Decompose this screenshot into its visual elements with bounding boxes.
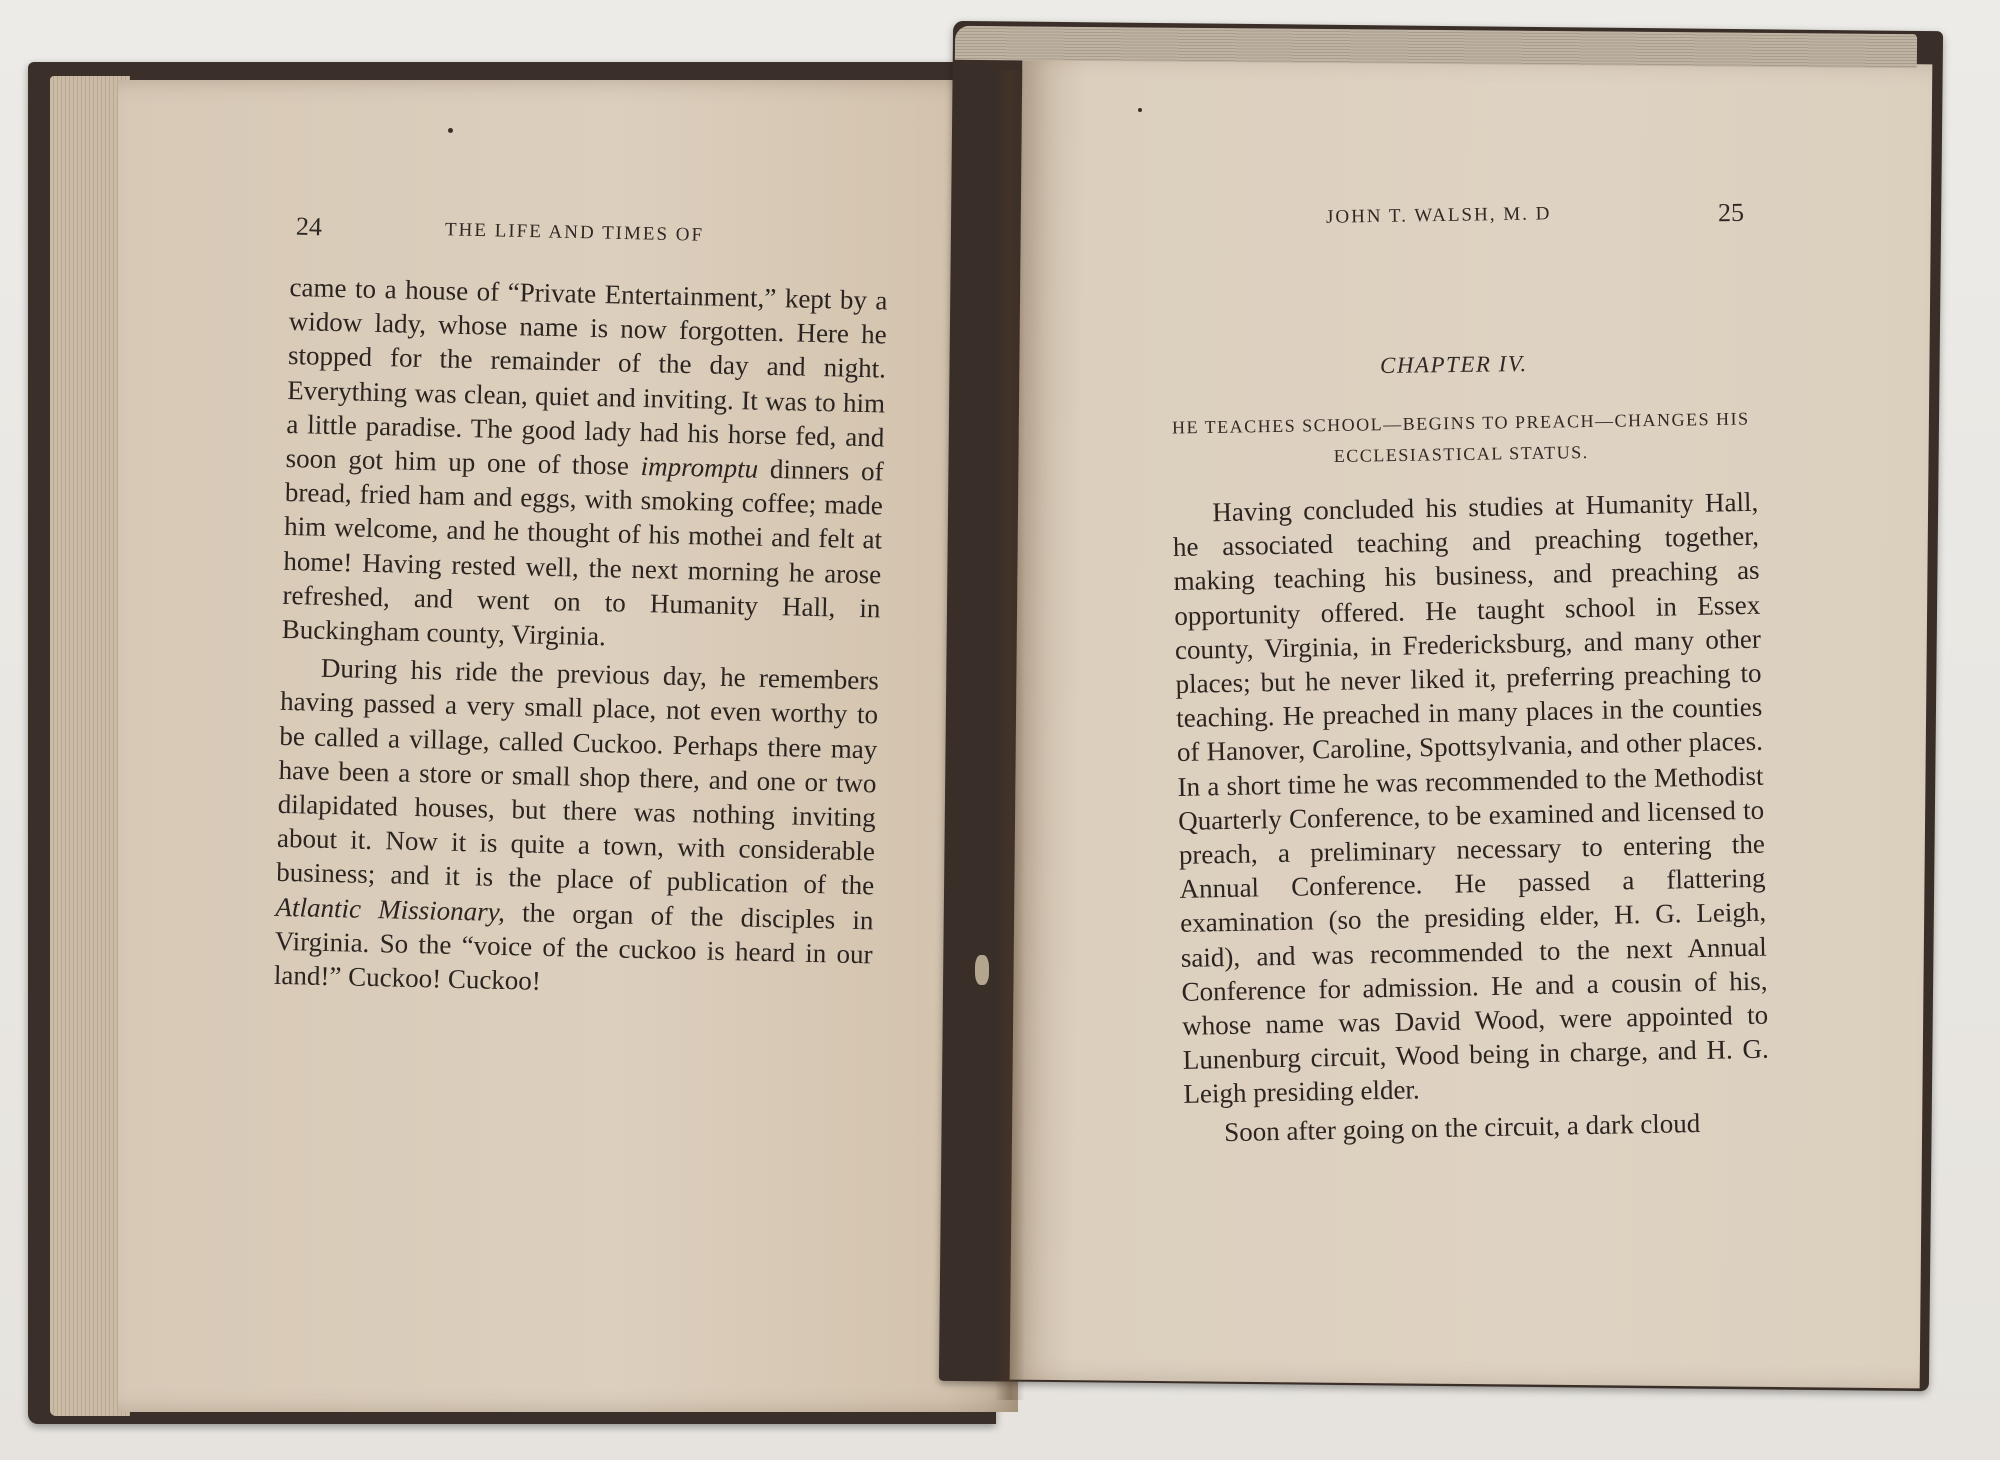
dust-speck [448,128,453,133]
left-paragraph-1: came to a house of “Private Entertainment,” kept by a widow lady, whose name is now forgotten. Here he stopped for the remainder of the day and night. Everything was clean, quiet and inviting. It was to him a little paradise. The good lady had his horse fed, and soon got him up one of those impromptu dinners of bread, fried ham and eggs, with smoking coffee; made him welcome, and he thought of his mothei and felt at home! Having rested well, the next morning he arose refreshed, and went on to Humanity Hall, in Buckingham county, Virginia. [281,271,888,652]
right-page-body [1172,485,1770,1150]
left-running-head: THE LIFE AND TIMES OF [444,219,705,246]
right-page-number: 25 [1717,197,1745,228]
left-paragraph-2: During his ride the previous day, he remembers having passed a very small place, not even worthy to be called a village, called Cuckoo. Perhaps there may have been a store or small shop there, and one or two dilapidated houses, but there was nothing inviting about it. Now it is quite a town, with considerable business; and it is the place of publication of the Atlantic Missionary, the organ of the disciples in Virginia. So the “voice of the cuckoo is heard in our land!” Cuckoo! Cuckoo! [273,653,880,996]
right-paragraph-2: Soon after going on the circuit, a dark cloud [1223,1107,1701,1147]
right-paragraph-1: Having concluded his studies at Humanity Hall, he associated teaching and preaching together, making teaching his business, and preaching as opportunity offered. He taught school in Essex county, Virginia, in Fredericksburg, and many other places; but he never liked it, preferring preaching to teaching. He preached in many places in the counties of Hanover, Caroline, Spottsylvania, and other places. In a short time he was recommended to the Methodist Quarterly Conference, to be examined and licensed to preach, a preliminary necessary to entering the Annual Conference. He passed a flattering examination (so the presiding elder, H. G. Leigh, said), and was recommended to the next Annual Conference for admission. He and a cousin of his, whose name was David Wood, were appointed to Lunenburg circuit, Wood being in charge, and H. G. Leigh presiding elder. [1172,486,1770,1110]
page-stain [975,955,989,985]
chapter-subtitle: HE TEACHES SCHOOL—BEGINS TO PREACH—CHANGES HIS ECCLESIASTICAL STATUS. [1171,408,1750,466]
book-gutter [995,70,1025,1400]
right-running-head: JOHN T. WALSH, M. D [1325,203,1552,228]
dust-speck [1138,108,1142,112]
left-page-body [274,270,888,1006]
left-page-number: 24 [295,211,323,242]
chapter-title: CHAPTER IV. [1379,350,1528,379]
